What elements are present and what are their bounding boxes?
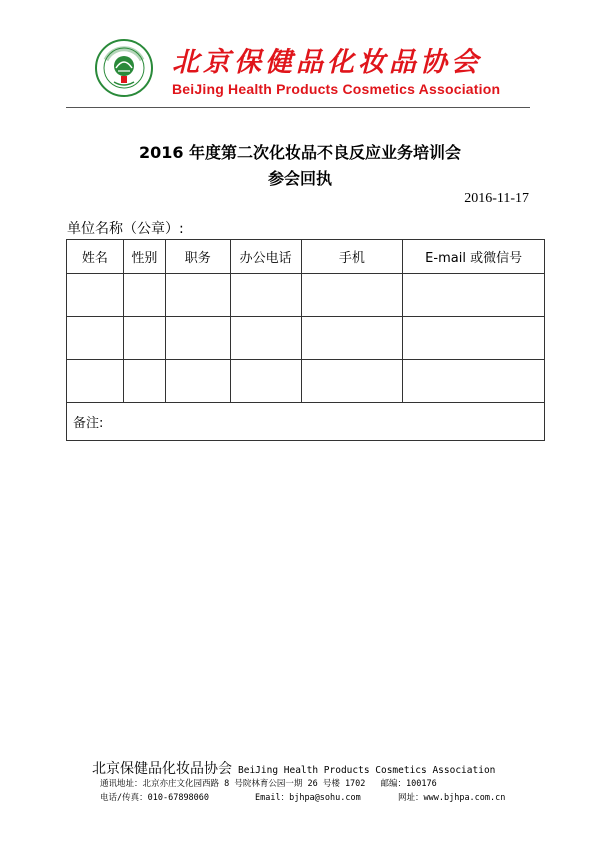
footer-address-line	[100, 777, 437, 789]
cell-email-wechat[interactable]	[403, 360, 545, 403]
cell-position[interactable]	[165, 317, 230, 360]
remarks-row	[67, 403, 545, 441]
cell-gender[interactable]	[123, 317, 165, 360]
footer-org-line	[92, 758, 495, 778]
cell-mobile[interactable]	[301, 360, 403, 403]
document-date: 2016-11-17	[464, 191, 529, 206]
table-row	[67, 317, 545, 360]
org-name-en: BeiJing Health Products Cosmetics Association	[172, 81, 501, 97]
col-header-mobile: 手机	[301, 240, 403, 274]
cell-name[interactable]	[67, 317, 124, 360]
table-row	[67, 274, 545, 317]
footer-address: 通讯地址：北京亦庄文化园西路 8 号院林育公园一期 26 号楼 1702	[100, 779, 366, 789]
footer-postcode: 邮编：100176	[380, 779, 437, 789]
cell-position[interactable]	[165, 360, 230, 403]
col-header-office-phone: 办公电话	[230, 240, 301, 274]
col-header-position: 职务	[165, 240, 230, 274]
cell-gender[interactable]	[123, 360, 165, 403]
cell-office-phone[interactable]	[230, 274, 301, 317]
header-divider	[66, 107, 530, 108]
cell-email-wechat[interactable]	[403, 317, 545, 360]
document-title	[0, 140, 600, 192]
org-name-cn: 北京保健品化妆品协会	[172, 47, 482, 78]
col-header-gender: 性别	[123, 240, 165, 274]
cell-name[interactable]	[67, 360, 124, 403]
cell-name[interactable]	[67, 274, 124, 317]
remarks-label: 备注:	[73, 416, 104, 431]
cell-office-phone[interactable]	[230, 360, 301, 403]
cell-office-phone[interactable]	[230, 317, 301, 360]
remarks-cell[interactable]	[67, 403, 545, 441]
cell-mobile[interactable]	[301, 317, 403, 360]
footer-phone: 电话/传真：010-67898060	[100, 793, 210, 803]
table-row	[67, 360, 545, 403]
cell-email-wechat[interactable]	[403, 274, 545, 317]
footer-org-name-cn: 北京保健品化妆品协会	[92, 761, 232, 777]
col-header-email-wechat: E-mail 或微信号	[403, 240, 545, 274]
title-line-2: 参会回执	[267, 169, 332, 188]
table-header-row	[67, 240, 545, 274]
title-line-1: 2016 年度第二次化妆品不良反应业务培训会	[138, 143, 462, 162]
footer-org-name-en: BeiJing Health Products Cosmetics Association	[238, 765, 496, 776]
footer-website[interactable]: 网址：www.bjhpa.com.cn	[398, 793, 506, 803]
footer-email[interactable]: Email：bjhpa@sohu.com	[255, 793, 361, 803]
col-header-name: 姓名	[67, 240, 124, 274]
registration-table	[66, 239, 545, 441]
cell-gender[interactable]	[123, 274, 165, 317]
cell-mobile[interactable]	[301, 274, 403, 317]
association-logo	[94, 38, 154, 98]
unit-name-label: 单位名称（公章）:	[67, 221, 184, 237]
cell-position[interactable]	[165, 274, 230, 317]
